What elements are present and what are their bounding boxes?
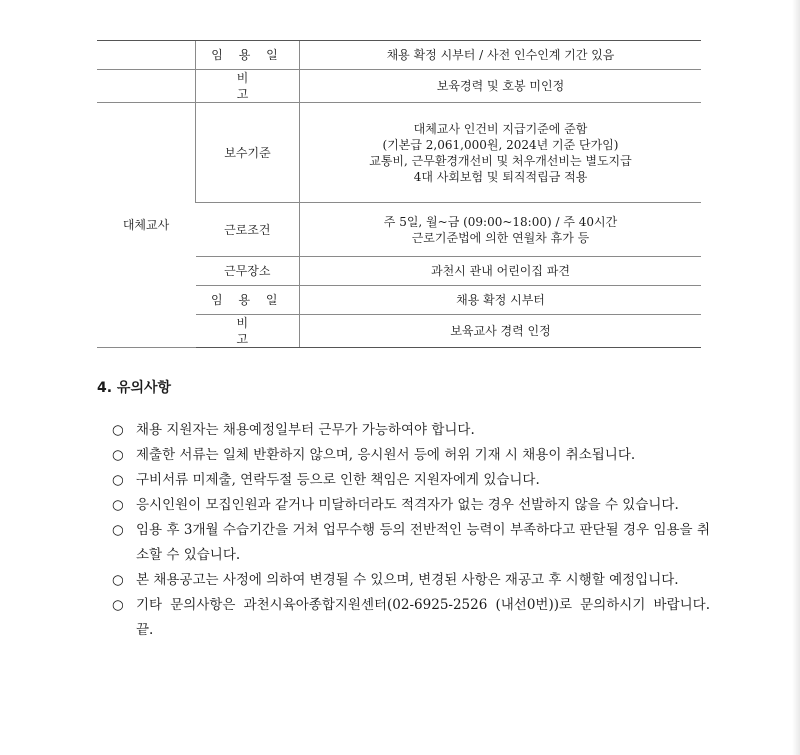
list-item — [112, 418, 710, 443]
note-text: 응시인원이 모집인원과 같거나 미달하더라도 적격자가 없는 경우 선발하지 않을 수 있습니다. — [136, 497, 679, 513]
value-start-date: 채용 확정 시부터 / 사전 인수인계 기간 있음 — [300, 41, 702, 70]
label-start-date-2: 임 용 일 — [196, 286, 300, 315]
note-text: 제출한 서류는 일체 반환하지 않으며, 응시원서 등에 허위 기재 시 채용이 취소됩니다. — [136, 447, 636, 463]
note-text: 구비서류 미제출, 연락두절 등으로 인한 책임은 지원자에게 있습니다. — [136, 472, 540, 488]
label-note: 비 고 — [196, 70, 300, 103]
value-work-conditions — [300, 203, 702, 257]
label-start-date: 임 용 일 — [196, 41, 300, 70]
category-cell-empty — [97, 41, 196, 70]
list-item — [112, 468, 710, 493]
note-text: 채용 지원자는 채용예정일부터 근무가 가능하여야 합니다. — [136, 422, 475, 438]
pay-line: 교통비, 근무환경개선비 및 처우개선비는 별도지급 — [369, 153, 632, 168]
value-note-2: 보육교사 경력 인정 — [300, 315, 702, 348]
label-note-2: 비 고 — [196, 315, 300, 348]
section-title-notes: 4. 유의사항 — [97, 380, 172, 396]
circle-bullet-icon: ○ — [112, 572, 124, 588]
circle-bullet-icon: ○ — [112, 597, 124, 613]
pay-line: 4대 사회보험 및 퇴직적립금 적용 — [413, 169, 588, 184]
pay-line: (기본급 2,061,000원, 2024년 기준 단가임) — [382, 137, 619, 152]
table-row — [97, 41, 701, 70]
category-cell-empty — [97, 70, 196, 103]
recruitment-info-table — [97, 40, 701, 348]
value-work-place: 과천시 관내 어린이집 파견 — [300, 257, 702, 286]
list-item — [112, 593, 710, 643]
page-edge-shadow — [792, 0, 800, 755]
label-pay-standard: 보수기준 — [196, 103, 300, 203]
note-text: 기타 문의사항은 과천시육아종합지원센터(02-6925-2526 (내선0번))로 문의하시기 바랍니다. 끝. — [136, 597, 710, 638]
value-note: 보육경력 및 호봉 미인정 — [300, 70, 702, 103]
pay-line: 대체교사 인건비 지급기준에 준함 — [413, 121, 588, 136]
list-item — [112, 493, 710, 518]
list-item — [112, 518, 710, 568]
circle-bullet-icon: ○ — [112, 472, 124, 488]
label-work-place: 근무장소 — [196, 257, 300, 286]
value-pay-standard — [300, 103, 702, 203]
table-row — [97, 103, 701, 203]
note-text: 임용 후 3개월 수습기간을 거쳐 업무수행 등의 전반적인 능력이 부족하다고 판단될 경우 임용을 취소할 수 있습니다. — [136, 522, 710, 563]
label-work-conditions: 근로조건 — [196, 203, 300, 257]
notes-list — [112, 418, 710, 643]
conditions-line: 주 5일, 월~금 (09:00~18:00) / 주 40시간 — [383, 214, 618, 229]
note-text: 본 채용공고는 사정에 의하여 변경될 수 있으며, 변경된 사항은 재공고 후 시행할 예정입니다. — [136, 572, 679, 588]
circle-bullet-icon: ○ — [112, 497, 124, 513]
list-item — [112, 568, 710, 593]
category-substitute-teacher: 대체교사 — [97, 103, 196, 348]
circle-bullet-icon: ○ — [112, 522, 124, 538]
conditions-line: 근로기준법에 의한 연월차 휴가 등 — [411, 230, 590, 245]
circle-bullet-icon: ○ — [112, 447, 124, 463]
circle-bullet-icon: ○ — [112, 422, 124, 438]
table-row — [97, 70, 701, 103]
list-item — [112, 443, 710, 468]
value-start-date-2: 채용 확정 시부터 — [300, 286, 702, 315]
